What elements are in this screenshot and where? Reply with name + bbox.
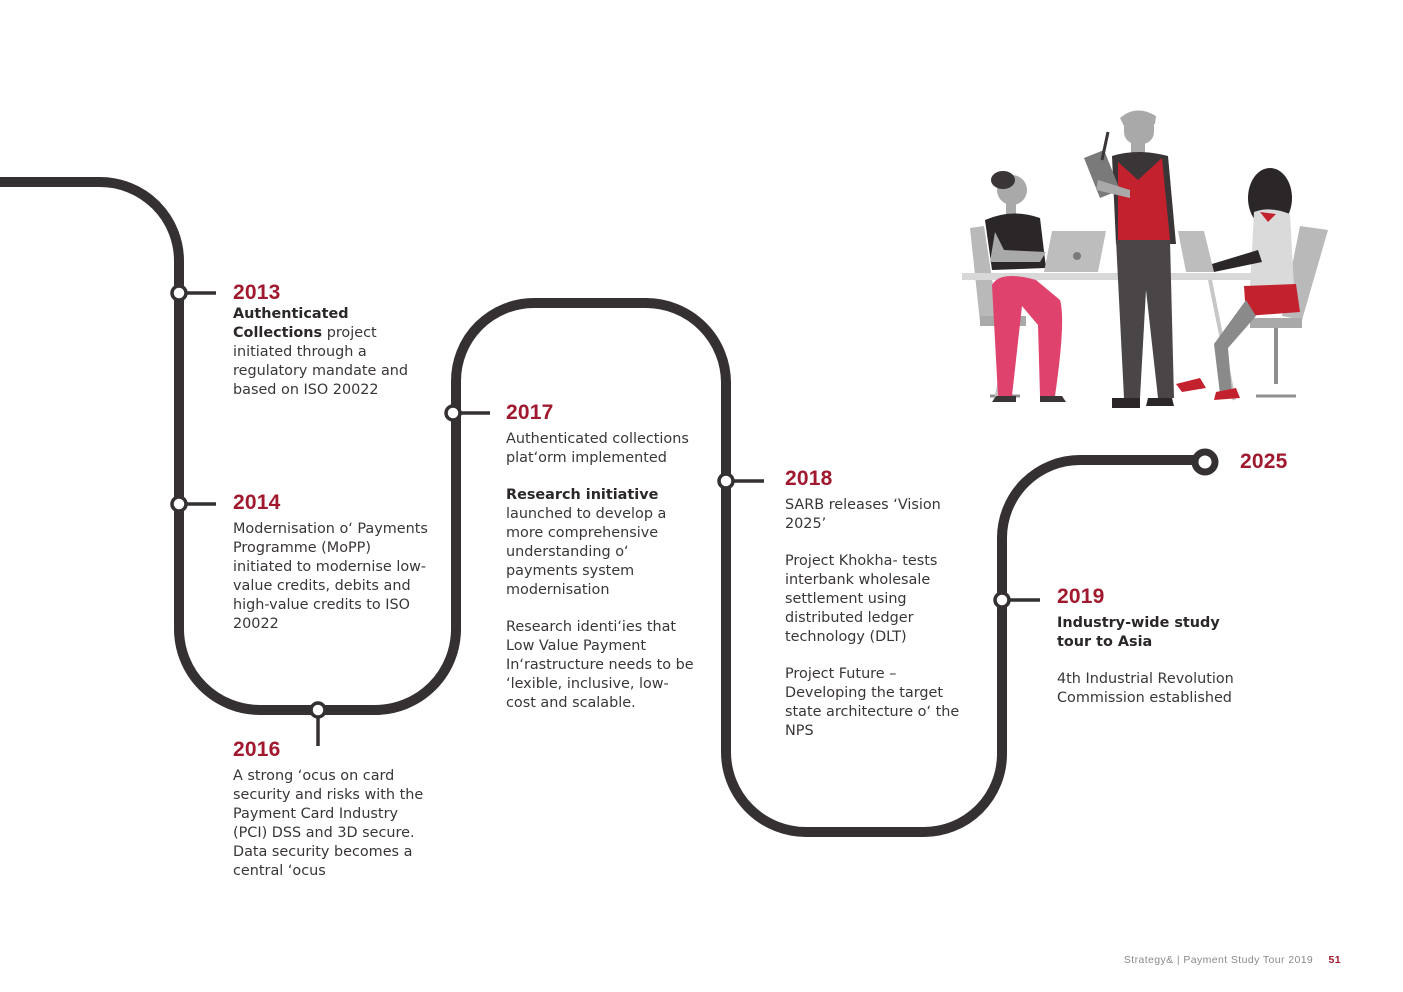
node-2025-end: [1195, 452, 1215, 472]
milestone-2017-p2-bold: Research initiative: [506, 487, 659, 503]
node-2013: [172, 286, 186, 300]
milestone-2017-p3: Research identi‘ies that Low Value Payment In‘rastructure needs to be ‘lexible, inclusive, low-cost and scalable.: [506, 619, 694, 711]
page-footer: [1124, 954, 1341, 966]
footer-brand: Strategy& |: [1123, 954, 1181, 966]
woman-right-head: [1252, 178, 1280, 206]
node-2017: [446, 406, 460, 420]
node-2018: [719, 474, 733, 488]
woman-left-pants: [992, 276, 1062, 396]
year-2014: 2014: [233, 491, 281, 514]
team-illustration: [962, 110, 1328, 408]
page-number: 51: [1328, 954, 1341, 966]
milestone-2019-desc: [1057, 614, 1247, 708]
milestone-2016-desc: [233, 767, 429, 881]
year-2018: 2018: [785, 467, 833, 490]
year-2013: 2013: [233, 281, 281, 304]
year-2025: 2025: [1240, 450, 1288, 473]
milestone-2017-desc: [506, 430, 698, 713]
milestone-2018-desc: [785, 496, 963, 741]
laptop-right: [1178, 231, 1214, 272]
milestone-2019-p1: [1057, 614, 1247, 652]
milestone-2013-text: project initiated through a regulatory mandate and based on ISO 20022: [233, 325, 409, 398]
milestone-2017-p1: Authenticated collections plat‘orm implemented: [506, 431, 689, 466]
milestone-2018-p2: Project Khokha- tests interbank wholesale settlement using distributed ledger technology (DLT): [785, 553, 938, 645]
milestone-2017-p2: [506, 486, 698, 600]
milestone-2019-bold: Industry-wide study tour to Asia: [1057, 615, 1220, 650]
milestone-2014-text: Modernisation o‘ Payments Programme (MoPP) initiated to modernise low-value credits, debits and high-value credits to ISO 20022: [233, 521, 428, 632]
year-2016: 2016: [233, 738, 281, 761]
laptop-left: [1044, 231, 1106, 272]
node-2019: [995, 593, 1009, 607]
milestone-2013-desc: [233, 305, 413, 400]
milestone-2016-text: A strong ‘ocus on card security and risks with the Payment Card Industry (PCI) DSS and 3D secure. Data security becomes a central ‘ocus: [233, 768, 424, 879]
year-2017: 2017: [506, 401, 554, 424]
footer-title: Payment Study Tour 2019: [1183, 954, 1314, 966]
node-2016: [311, 703, 325, 717]
milestone-2019-p2: 4th Industrial Revolution Commission established: [1057, 671, 1234, 706]
man-trousers: [1116, 240, 1174, 398]
milestone-2018-p1: SARB releases ‘Vision 2025’: [785, 497, 941, 532]
year-2019: 2019: [1057, 585, 1105, 608]
milestone-2018-p3: Project Future – Developing the target state architecture o‘ the NPS: [785, 666, 960, 739]
node-2014: [172, 497, 186, 511]
milestone-2014-desc: [233, 520, 429, 634]
milestone-2017-p2-text: launched to develop a more comprehensive understanding o‘ payments system modernisation: [506, 506, 667, 598]
milestone-2013-bold: Authenticated Collections: [233, 306, 349, 341]
